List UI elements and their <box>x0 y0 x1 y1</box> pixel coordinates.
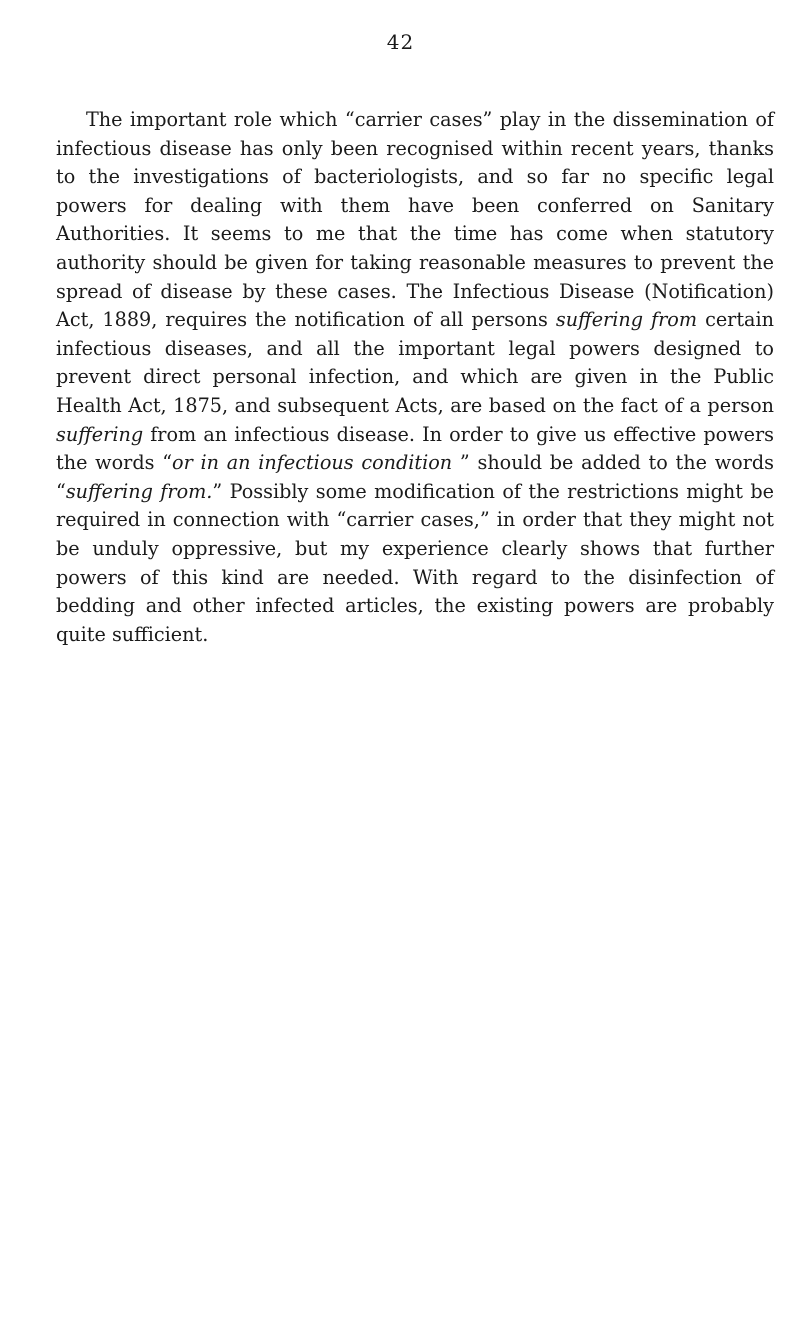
italic-phrase-infectious-condition: or in an infectious condition <box>172 451 453 475</box>
page-number: 42 <box>386 30 415 54</box>
paragraph-text-1: The important role which “carrier cases” play in the dissemination of infectious disease has only been recognised within recent years, thanks to the investigations of bacteriologists, and so far no specific legal powers for dealing with them have been conferred on Sanitary Authorities. It seems to me that the time has come when statutory authority should be given for taking reasonable measures to prevent the spread of disease by these cases. The Infectious Disease (Notification) Act, 1889, requires the notification of all persons <box>56 108 774 332</box>
paragraph-text-4: ” should be added to the words “ <box>56 451 775 503</box>
italic-phrase-suffering-from: suffering from <box>555 308 698 332</box>
paragraph-text-2: certain infectious diseases, and all the important legal powers designed to prevent direct personal infection, and which are given in the Public Health Act, 1875, and subsequent Acts, are based on the fact of a person <box>56 308 774 417</box>
body-paragraph <box>56 106 774 649</box>
paragraph-text-3: from an infectious disease. In order to give us effective powers the words “ <box>56 422 774 475</box>
italic-phrase-suffering-from-2: suffering from. <box>65 479 213 503</box>
paragraph-text-5: ” Possibly some modification of the restrictions might be required in connection with “carrier cases,” in order that they might not be unduly oppressive, but my experience clearly shows that further powers of this kind are needed. With regard to the disinfection of bedding and other infected articles, the existing powers are probably quite sufficient. <box>56 479 774 646</box>
italic-word-suffering: suffering <box>56 422 144 446</box>
